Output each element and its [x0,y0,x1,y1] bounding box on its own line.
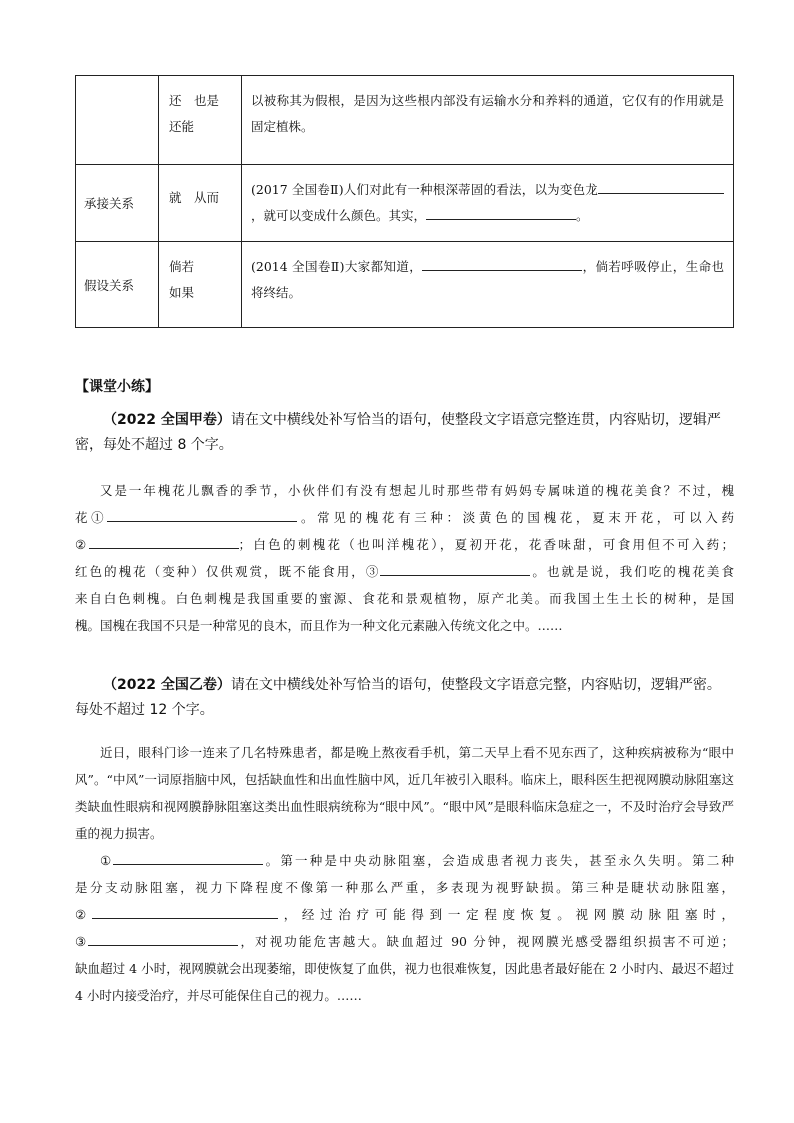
blank-number: ② [75,907,92,922]
relation-cell: 承接关系 [76,165,159,242]
blank-number: 花① [75,510,108,525]
word: 还 也是 [169,93,220,108]
passage-text: ，经过治疗可能得到一定程度恢复。视网膜动脉阻塞时， [277,907,734,922]
relation-cell [76,76,159,165]
passage-text: 。也就是说，我们吃的槐花美食 [530,564,734,579]
blank-number: ③ [75,934,89,949]
blank-line [380,562,530,576]
relation-table [75,75,734,328]
passage-text: ；白色的刺槐花（也叫洋槐花），夏初开花，花香味甜，可食用但不可入药； [238,537,734,552]
passage-text: 红色的槐花（变种）仅供观赏，既不能食用，③ [75,564,381,579]
blank-line [88,932,238,946]
blank-number: ② [75,537,89,552]
blank-line [426,206,576,220]
passage-line [75,504,734,531]
passage-text: ，对视功能危害越大。缺血超过 90 分钟，视网膜光感受器组织损害不可逆； [238,934,734,949]
passage-line: 槐。国槐在我国不只是一种常见的良木，而且作为一种文化元素融入传统文化之中。…… [75,618,563,633]
passage-line [75,847,734,874]
passage-line: 来自白色刺槐。白色刺槐是我国重要的蜜源、食花和景观植物，原产北美。而我国土生土长的树种，是国 [75,591,734,606]
passage-line: 又是一年槐花儿飘香的季节，小伙伴们有没有想起儿时那些带有妈妈专属味道的槐花美食？不过，槐 [100,483,734,498]
exercise-2-passage [75,739,734,1009]
exercise-2-instruction [75,673,734,723]
blank-line [107,508,297,522]
blank-line [598,180,724,194]
word: 就 从而 [169,190,220,205]
passage-text: 。常见的槐花有三种：淡黄色的国槐花，夏末开花，可以入药 [297,510,734,525]
passage-line [75,928,734,955]
example-text: (2014 全国卷Ⅱ)大家都知道， [251,259,423,274]
blank-line [92,905,278,919]
word: 如果 [169,285,195,300]
word: 倘若 [169,259,195,274]
words-cell [159,165,242,242]
table-row [76,242,734,328]
example-text: ，倘若呼吸停止，生命也将终结。 [251,259,724,300]
section-title: 【课堂小练】 [75,379,159,395]
example-cell [242,242,734,328]
table-row [76,165,734,242]
example-cell: 以被称其为假根，是因为这些根内部没有运输水分和养料的通道，它仅有的作用就是固定植株。 [242,76,734,165]
example-text: ，就可以变成什么颜色。其实， [251,208,427,223]
passage-line [75,558,734,585]
passage-paragraph: 缺血超过 4 小时，视网膜就会出现萎缩，即使恢复了血供，视力也很难恢复，因此患者最好能在 2 小时内、最迟不超过 4 小时内接受治疗，并尽可能保住自己的视力。…… [75,961,734,1003]
words-cell [159,242,242,328]
instruction-text: 请在文中横线处补写恰当的语句，使整段文字语意完整，内容贴切，逻辑严密。每处不超过 12 个字。 [75,677,721,718]
passage-line [75,531,734,558]
passage-line [75,901,734,928]
example-text: (2017 全国卷Ⅱ)人们对此有一种根深蒂固的看法，以为变色龙 [251,182,598,197]
blank-line [113,851,263,865]
exercise-1-instruction [75,408,734,458]
relation-cell: 假设关系 [76,242,159,328]
source-label: （2022 全国乙卷） [103,677,231,693]
passage-paragraph: 近日，眼科门诊一连来了几名特殊患者，都是晚上熬夜看手机，第二天早上看不见东西了，这种疾病被称为“眼中风”。“中风”一词原指脑中风，包括缺血性和出血性脑中风，近几年被引入眼科。临床上，眼科医生把视网膜动脉阻塞这类缺血性眼病和视网膜静脉阻塞这类出血性眼病统称为“眼中风”。“眼中风”是眼科临床急症之一，不及时治疗会导致严重的视力损害。 [75,745,734,841]
table-row [76,76,734,165]
words-cell [159,76,242,165]
blank-line [89,535,239,549]
blank-number: ① [100,853,114,868]
example-text: 。 [576,208,589,223]
word: 还能 [169,119,195,134]
example-cell [242,165,734,242]
passage-line: 是分支动脉阻塞，视力下降程度不像第一种那么严重，多表现为视野缺损。第三种是睫状动脉阻塞， [75,880,734,895]
blank-line [422,257,582,271]
instruction-text: 请在文中横线处补写恰当的语句，使整段文字语意完整连贯，内容贴切，逻辑严密，每处不超过 8 个字。 [75,412,721,453]
passage-text: 。第一种是中央动脉阻塞，会造成患者视力丧失，甚至永久失明。第二种 [263,853,734,868]
exercise-1-passage [75,477,734,639]
source-label: （2022 全国甲卷） [103,412,231,428]
